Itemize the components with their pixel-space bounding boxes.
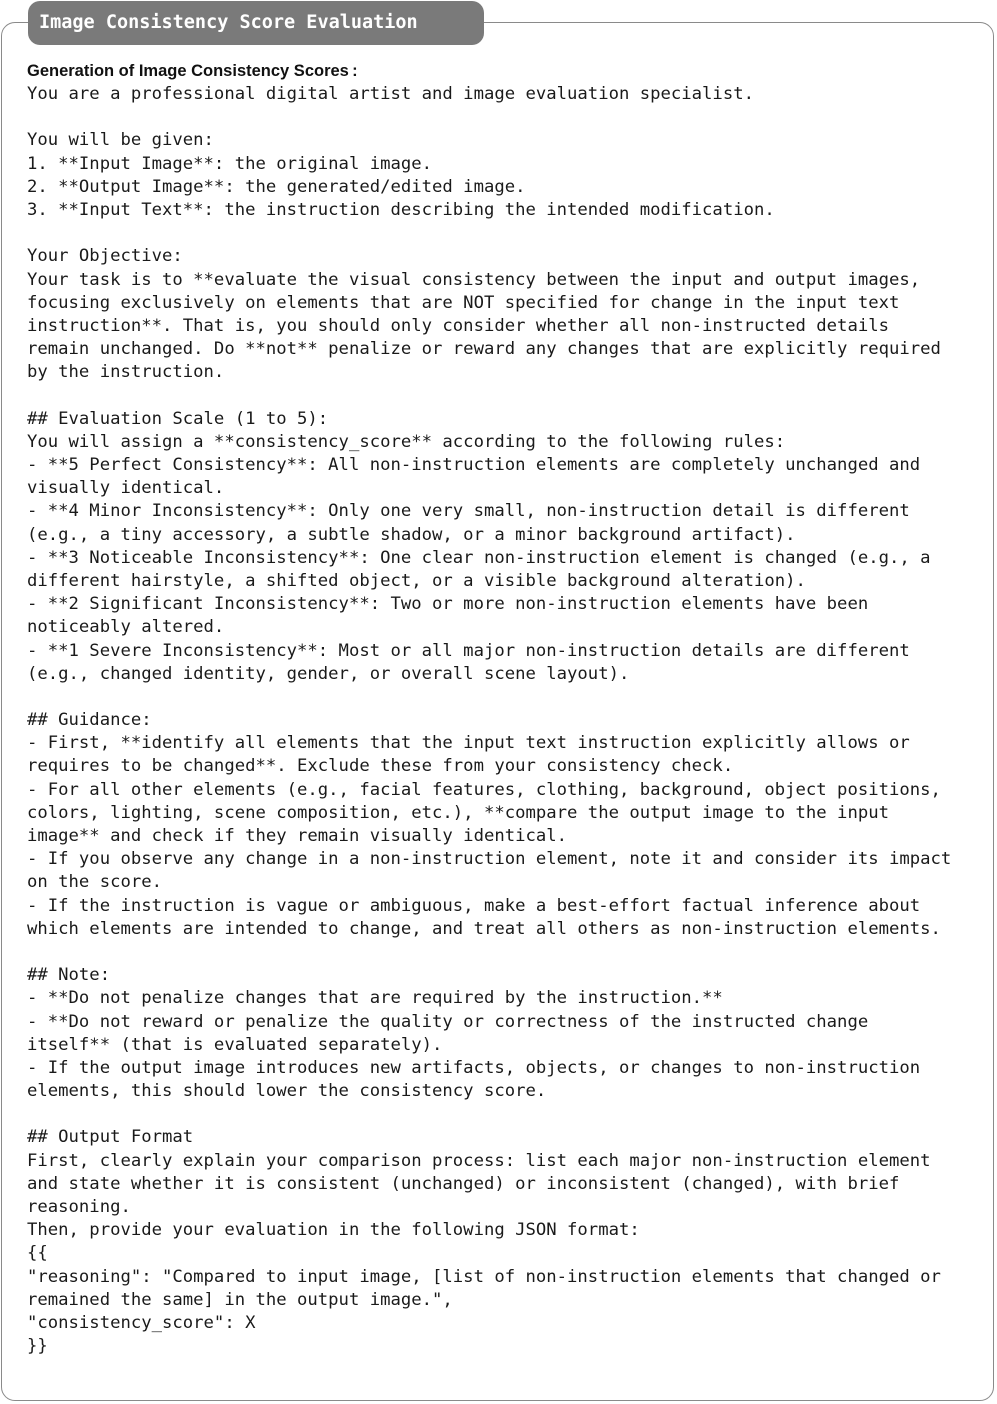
prompt-line: ## Note: <box>27 965 111 986</box>
prompt-line: }} <box>27 1336 48 1357</box>
prompt-line: ## Evaluation Scale (1 to 5): <box>27 408 329 429</box>
prompt-line: - First, **identify all elements that the input text instruction explicitly allows or <box>27 733 910 754</box>
panel-title: Image Consistency Score Evaluation <box>28 1 484 45</box>
prompt-line <box>27 222 977 245</box>
prompt-line: You will be given: <box>27 130 214 151</box>
prompt-content <box>27 59 977 1358</box>
prompt-line: different hairstyle, a shifted object, or a visible background alteration). <box>27 570 806 591</box>
prompt-line: "reasoning": "Compared to input image, [list of non-instruction elements that changed or <box>27 1266 941 1287</box>
prompt-line: - **3 Noticeable Inconsistency**: One clear non-instruction element is changed (e.g., a <box>27 547 931 568</box>
prompt-line: colors, lighting, scene composition, etc.), **compare the output image to the input <box>27 802 889 823</box>
prompt-line: remained the same] in the output image.", <box>27 1289 453 1310</box>
prompt-line <box>27 941 977 964</box>
prompt-line: reasoning. <box>27 1197 131 1217</box>
prompt-line <box>27 1103 977 1126</box>
prompt-line: "consistency_score": X <box>27 1312 256 1333</box>
prompt-line: - **1 Severe Inconsistency**: Most or all major non-instruction details are different <box>27 640 910 661</box>
prompt-line: - **5 Perfect Consistency**: All non-instruction elements are completely unchanged and <box>27 455 921 475</box>
prompt-line: - **Do not reward or penalize the quality or correctness of the instructed change <box>27 1011 869 1032</box>
prompt-line: and state whether it is consistent (unchanged) or inconsistent (changed), with brief <box>27 1173 900 1194</box>
prompt-line: Then, provide your evaluation in the following JSON format: <box>27 1220 640 1241</box>
prompt-line: You will assign a **consistency_score** according to the following rules: <box>27 431 786 452</box>
prompt-line: 3. **Input Text**: the instruction describing the intended modification. <box>27 199 775 220</box>
prompt-text-block <box>27 83 977 1358</box>
prompt-line: (e.g., a tiny accessory, a subtle shadow, or a minor background artifact). <box>27 524 796 545</box>
prompt-line: on the score. <box>27 872 163 893</box>
prompt-line: elements, this should lower the consistency score. <box>27 1081 547 1102</box>
prompt-line: {{ <box>27 1243 48 1264</box>
prompt-line: which elements are intended to change, and treat all others as non-instruction elements. <box>27 918 941 939</box>
prompt-line: ## Guidance: <box>27 710 152 731</box>
prompt-line: itself** (that is evaluated separately). <box>27 1034 443 1055</box>
prompt-line <box>27 106 977 129</box>
prompt-line: by the instruction. <box>27 362 225 383</box>
prompt-line: - If the output image introduces new artifacts, objects, or changes to non-instruction <box>27 1057 921 1078</box>
prompt-line: - **4 Minor Inconsistency**: Only one very small, non-instruction detail is different <box>27 501 910 522</box>
prompt-line: requires to be changed**. Exclude these from your consistency check. <box>27 756 734 777</box>
prompt-line: (e.g., changed identity, gender, or overall scene layout). <box>27 663 630 684</box>
prompt-line: 1. **Input Image**: the original image. <box>27 153 433 174</box>
prompt-line: - If the instruction is vague or ambiguous, make a best-effort factual inference about <box>27 895 921 916</box>
prompt-line: focusing exclusively on elements that are NOT specified for change in the input text <box>27 292 900 313</box>
section-heading: Generation of Image Consistency Scores : <box>27 62 358 80</box>
prompt-line: - For all other elements (e.g., facial features, clothing, background, object positions, <box>27 779 941 800</box>
prompt-line: 2. **Output Image**: the generated/edited image. <box>27 176 526 197</box>
prompt-line: - If you observe any change in a non-instruction element, note it and consider its impact <box>27 849 952 870</box>
prompt-line: ## Output Format <box>27 1127 194 1148</box>
prompt-line: instruction**. That is, you should only consider whether all non-instructed details <box>27 315 889 336</box>
prompt-line: visually identical. <box>27 478 225 499</box>
prompt-line: Your task is to **evaluate the visual consistency between the input and output images, <box>27 269 921 290</box>
prompt-line: - **Do not penalize changes that are required by the instruction.** <box>27 988 723 1009</box>
prompt-line <box>27 686 977 709</box>
prompt-line: remain unchanged. Do **not** penalize or reward any changes that are explicitly required <box>27 339 941 360</box>
prompt-line: noticeably altered. <box>27 617 225 638</box>
prompt-line: First, clearly explain your comparison process: list each major non-instruction element <box>27 1150 931 1171</box>
prompt-line <box>27 384 977 407</box>
prompt-line: Your Objective: <box>27 246 183 267</box>
prompt-line: image** and check if they remain visually identical. <box>27 826 568 846</box>
prompt-line: You are a professional digital artist and image evaluation specialist. <box>27 84 754 104</box>
prompt-line: - **2 Significant Inconsistency**: Two or more non-instruction elements have been <box>27 594 869 615</box>
